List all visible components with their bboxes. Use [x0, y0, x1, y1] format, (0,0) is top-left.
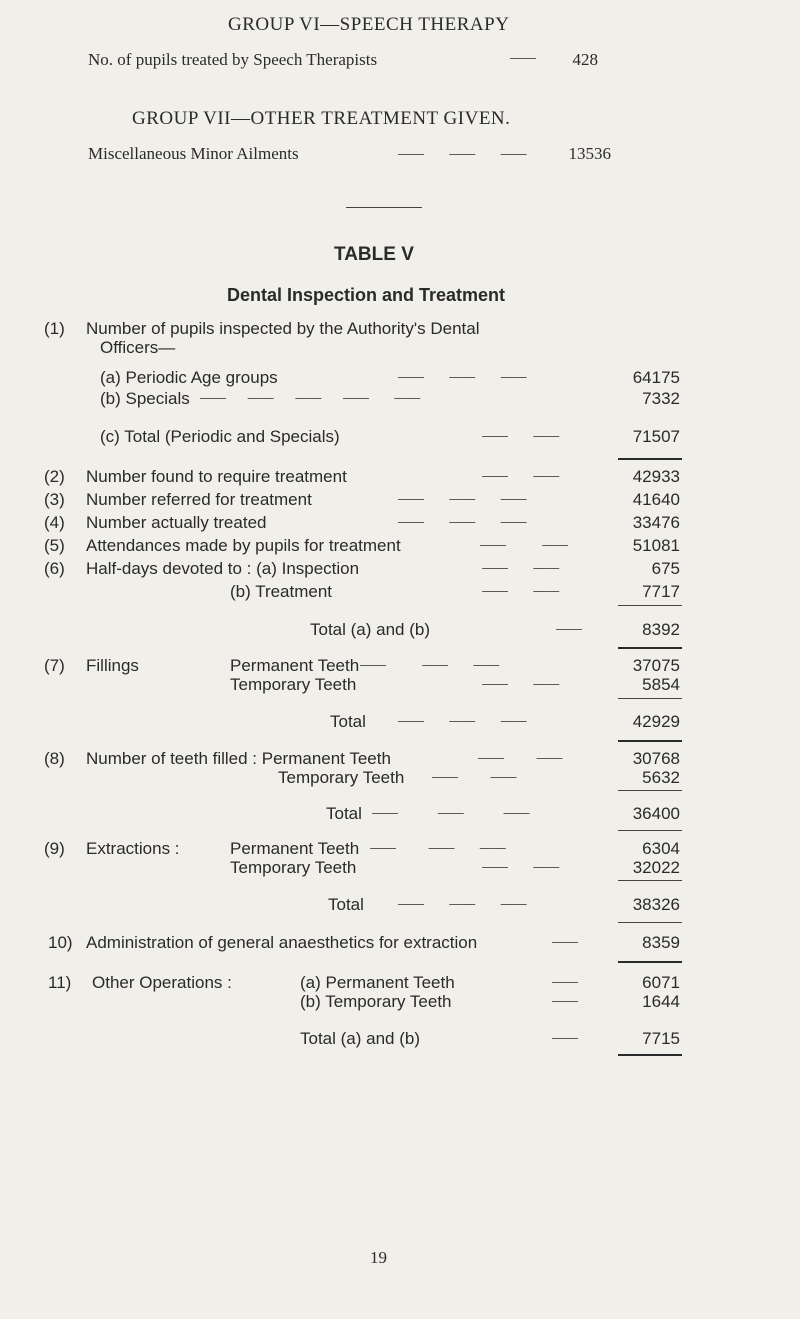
row-value: 5854	[642, 675, 680, 694]
row-label: Extractions :	[86, 839, 180, 858]
table-subtitle: Dental Inspection and Treatment	[227, 285, 506, 305]
row-value: 32022	[632, 858, 680, 877]
leader-dots: —— —— ——	[370, 840, 506, 855]
leader-dots: —— ——	[482, 583, 560, 598]
row-label: Temporary Teeth	[230, 675, 357, 694]
total-label: Total (a) and (b)	[310, 620, 430, 639]
row-label: Number found to require treatment	[86, 467, 347, 486]
row-number: (7)	[44, 656, 65, 675]
leader-dots: —— —— ——	[372, 805, 530, 820]
row-value: 8359	[642, 933, 680, 952]
group6-value: 428	[572, 50, 598, 69]
table-title: TABLE V	[334, 244, 414, 265]
total-value: 42929	[632, 712, 680, 731]
row-label: Administration of general anaesthetics for extraction	[86, 933, 478, 952]
total-label: Total	[330, 712, 366, 731]
group6-line: No. of pupils treated by Speech Therapists	[88, 50, 378, 69]
row-label: Officers—	[100, 338, 176, 357]
row-label: Number referred for treatment	[86, 490, 312, 509]
row-label: Half-days devoted to : (a) Inspection	[86, 559, 360, 578]
page-number: 19	[370, 1248, 387, 1267]
row-label: (b) Treatment	[230, 582, 333, 601]
leader-dots: —— —— ——	[398, 146, 527, 161]
leader-dots: —— ——	[482, 676, 560, 691]
row-label: Attendances made by pupils for treatment	[86, 536, 401, 555]
group7-heading: GROUP VII—OTHER TREATMENT GIVEN.	[132, 108, 511, 129]
row-value: 37075	[632, 656, 680, 675]
row-number: (4)	[44, 513, 65, 532]
leader-dots: —— —— ——	[398, 713, 527, 728]
row-value: 7332	[642, 389, 680, 408]
row-label: Temporary Teeth	[230, 858, 357, 877]
total-value: 36400	[632, 804, 680, 823]
row-number: (9)	[44, 839, 65, 858]
total-label: Total	[326, 804, 362, 823]
subtotal-rule	[618, 790, 682, 791]
total-rule	[618, 647, 682, 649]
total-rule	[618, 1054, 682, 1056]
leader-dots: ——	[552, 974, 578, 989]
row-number: (5)	[44, 536, 65, 555]
subtotal-rule	[618, 922, 682, 923]
row-label: (b) Temporary Teeth	[300, 992, 452, 1011]
row-label: Other Operations :	[92, 973, 232, 992]
row-label: Number of pupils inspected by the Authority's Dental	[86, 319, 480, 338]
total-value: 38326	[632, 895, 680, 914]
row-value: 41640	[632, 490, 680, 509]
row-label: (c) Total (Periodic and Specials)	[100, 427, 340, 446]
leader-dots: —— ——	[482, 560, 560, 575]
row-label: Temporary Teeth	[278, 768, 405, 787]
row-label: Permanent Teeth	[230, 839, 360, 858]
leader-dots: —— —— ——	[398, 369, 527, 384]
subtotal-rule	[618, 830, 682, 831]
leader-dots: ——	[552, 934, 578, 949]
row-number: 11)	[48, 973, 72, 992]
total-rule	[618, 740, 682, 742]
row-number: 10)	[48, 933, 73, 952]
row-value: 33476	[632, 513, 680, 532]
total-rule	[618, 458, 682, 460]
total-value: 7715	[642, 1029, 680, 1048]
leader-dots: —— ——	[480, 537, 569, 552]
row-value: 675	[651, 559, 680, 578]
row-label: Number of teeth filled : Permanent Teeth	[86, 749, 391, 768]
row-number: (8)	[44, 749, 65, 768]
row-label: Fillings	[86, 656, 139, 675]
row-value: 30768	[632, 749, 680, 768]
separator-rule	[346, 207, 422, 208]
leader-dots: —— ——	[482, 428, 560, 443]
row-value: 5632	[642, 768, 680, 787]
row-value: 6304	[642, 839, 680, 858]
group6-heading: GROUP VI—SPEECH THERAPY	[228, 14, 510, 35]
total-label: Total	[328, 895, 364, 914]
subtotal-rule	[618, 698, 682, 699]
leader-dots: —— —— ——	[398, 491, 527, 506]
leader-dots: —— ——	[482, 468, 560, 483]
row-label: Permanent Teeth	[230, 656, 360, 675]
row-number: (6)	[44, 559, 65, 578]
leader-dots: ——	[552, 993, 578, 1008]
row-value: 1644	[642, 992, 680, 1011]
row-value: 6071	[642, 973, 680, 992]
row-label: (a) Permanent Teeth	[300, 973, 455, 992]
subtotal-rule	[618, 605, 682, 606]
row-number: (2)	[44, 467, 65, 486]
leader-dots: —— ——	[432, 769, 517, 784]
leader-dots: ——	[510, 50, 536, 65]
row-value: 71507	[632, 427, 680, 446]
row-label: (a) Periodic Age groups	[100, 368, 278, 387]
row-value: 7717	[642, 582, 680, 601]
row-number: (1)	[44, 319, 65, 338]
leader-dots: —— ——	[482, 859, 560, 874]
row-value: 51081	[632, 536, 680, 555]
total-value: 8392	[642, 620, 680, 639]
row-label: Number actually treated	[86, 513, 267, 532]
subtotal-rule	[618, 880, 682, 881]
total-label: Total (a) and (b)	[300, 1029, 420, 1048]
leader-dots: ——	[552, 1030, 578, 1045]
leader-dots: ——	[556, 621, 582, 636]
group7-line: Miscellaneous Minor Ailments	[88, 144, 299, 163]
leader-dots: —— —— ——	[398, 896, 527, 911]
row-value: 42933	[632, 467, 680, 486]
row-number: (3)	[44, 490, 65, 509]
group7-value: 13536	[568, 144, 611, 163]
total-rule	[618, 961, 682, 963]
leader-dots: —— —— ——	[360, 657, 500, 672]
leader-dots: —— ——	[478, 750, 563, 765]
row-value: 64175	[632, 368, 680, 387]
leader-dots: —— —— ——	[398, 514, 527, 529]
row-label: (b) Specials	[100, 389, 190, 408]
leader-dots: —— —— —— —— ——	[200, 390, 421, 405]
